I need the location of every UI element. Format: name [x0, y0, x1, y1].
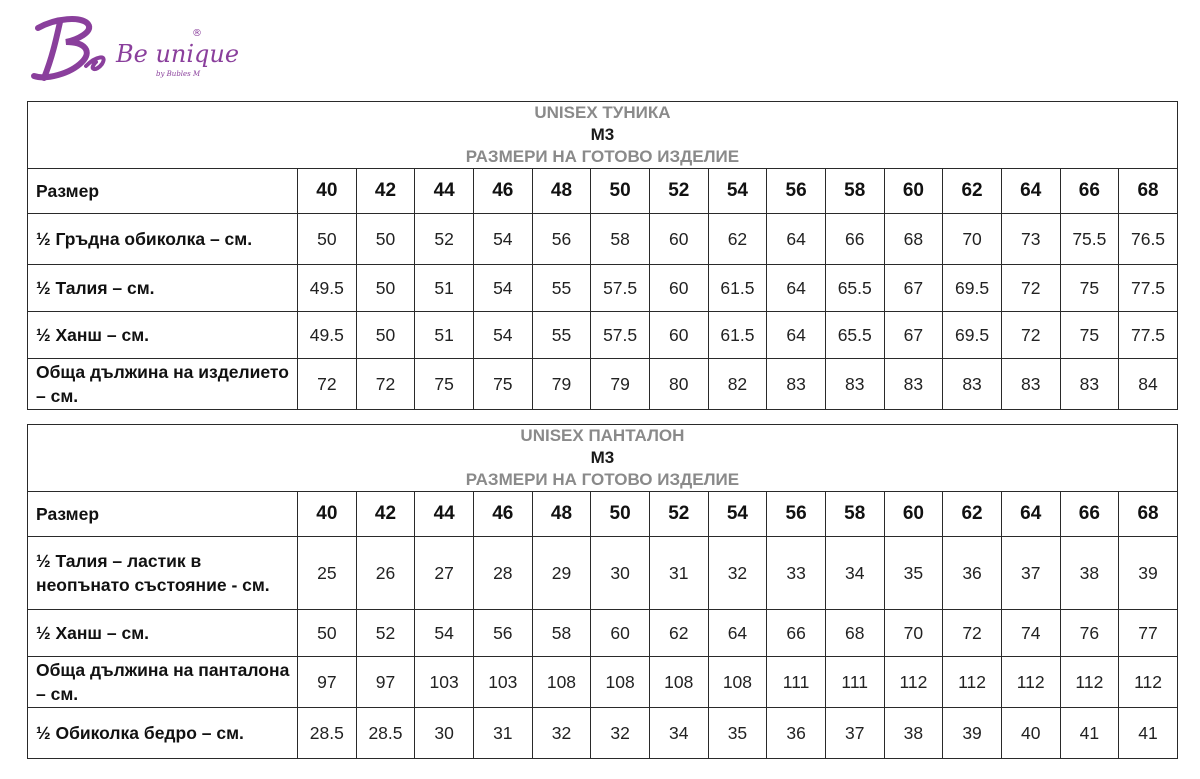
- pants-size-row: [28, 492, 1178, 537]
- size-cell: 52: [649, 492, 708, 537]
- measure-value: 72: [356, 359, 415, 410]
- measure-value: 72: [1001, 312, 1060, 359]
- measure-value: 56: [532, 214, 591, 265]
- table-row: [28, 657, 1178, 708]
- size-cell: 62: [943, 169, 1002, 214]
- size-cell: 40: [298, 169, 357, 214]
- measure-value: 112: [884, 657, 943, 708]
- size-cell: 58: [825, 492, 884, 537]
- measure-value: 39: [1119, 537, 1178, 610]
- measure-value: 75: [415, 359, 474, 410]
- measure-value: 83: [884, 359, 943, 410]
- measure-value: 54: [473, 265, 532, 312]
- measure-value: 34: [649, 708, 708, 759]
- size-cell: 64: [1001, 169, 1060, 214]
- measure-value: 65.5: [825, 312, 884, 359]
- measure-label: ½ Талия – ластик в неопънато състояние - см.: [28, 537, 298, 610]
- measure-value: 56: [473, 610, 532, 657]
- measure-value: 52: [415, 214, 474, 265]
- size-cell: 56: [767, 492, 826, 537]
- measure-value: 64: [767, 312, 826, 359]
- measure-value: 82: [708, 359, 767, 410]
- size-cell: 42: [356, 492, 415, 537]
- measure-value: 62: [649, 610, 708, 657]
- size-cell: 44: [415, 169, 474, 214]
- size-cell: 66: [1060, 169, 1119, 214]
- size-cell: 54: [708, 492, 767, 537]
- tunic-model: M3: [590, 125, 615, 144]
- measure-value: 111: [825, 657, 884, 708]
- size-cell: 68: [1119, 492, 1178, 537]
- measure-value: 65.5: [825, 265, 884, 312]
- size-cell: 60: [884, 169, 943, 214]
- measure-label: ½ Талия – см.: [28, 265, 298, 312]
- table-row: [28, 214, 1178, 265]
- measure-value: 54: [473, 312, 532, 359]
- pants-table-header: [28, 425, 1178, 492]
- size-cell: 56: [767, 169, 826, 214]
- table-row: [28, 610, 1178, 657]
- size-cell: 46: [473, 169, 532, 214]
- size-cell: 54: [708, 169, 767, 214]
- measure-value: 58: [591, 214, 650, 265]
- measure-value: 112: [1060, 657, 1119, 708]
- measure-label: Обща дължина на панталона – см.: [28, 657, 298, 708]
- pants-size-table: [27, 424, 1178, 759]
- measure-value: 72: [298, 359, 357, 410]
- measure-value: 75: [1060, 312, 1119, 359]
- measure-value: 75.5: [1060, 214, 1119, 265]
- measure-value: 108: [532, 657, 591, 708]
- measure-value: 62: [708, 214, 767, 265]
- measure-value: 83: [825, 359, 884, 410]
- measure-value: 83: [767, 359, 826, 410]
- measure-value: 39: [943, 708, 1002, 759]
- measure-value: 29: [532, 537, 591, 610]
- measure-value: 72: [1001, 265, 1060, 312]
- measure-value: 111: [767, 657, 826, 708]
- measure-value: 77.5: [1119, 265, 1178, 312]
- measure-value: 31: [649, 537, 708, 610]
- measure-value: 69.5: [943, 312, 1002, 359]
- measure-value: 50: [298, 214, 357, 265]
- measure-value: 83: [1060, 359, 1119, 410]
- measure-label: Обща дължина на изделието – см.: [28, 359, 298, 410]
- measure-label: ½ Ханш – см.: [28, 312, 298, 359]
- measure-value: 66: [825, 214, 884, 265]
- measure-value: 28.5: [298, 708, 357, 759]
- size-cell: 48: [532, 169, 591, 214]
- measure-value: 37: [1001, 537, 1060, 610]
- measure-value: 41: [1060, 708, 1119, 759]
- measure-value: 112: [943, 657, 1002, 708]
- tunic-size-table: [27, 101, 1178, 410]
- measure-value: 40: [1001, 708, 1060, 759]
- measure-value: 64: [708, 610, 767, 657]
- measure-value: 68: [825, 610, 884, 657]
- measure-value: 36: [943, 537, 1002, 610]
- measure-value: 97: [356, 657, 415, 708]
- measure-value: 38: [884, 708, 943, 759]
- measure-value: 50: [298, 610, 357, 657]
- size-label: Размер: [28, 492, 298, 537]
- measure-value: 73: [1001, 214, 1060, 265]
- measure-value: 55: [532, 312, 591, 359]
- table-row: [28, 265, 1178, 312]
- measure-value: 77.5: [1119, 312, 1178, 359]
- measure-value: 61.5: [708, 265, 767, 312]
- measure-value: 67: [884, 312, 943, 359]
- measure-value: 74: [1001, 610, 1060, 657]
- measure-value: 51: [415, 265, 474, 312]
- measure-value: 60: [649, 214, 708, 265]
- measure-value: 61.5: [708, 312, 767, 359]
- measure-value: 64: [767, 214, 826, 265]
- measure-value: 60: [591, 610, 650, 657]
- measure-value: 54: [415, 610, 474, 657]
- size-label: Размер: [28, 169, 298, 214]
- measure-value: 67: [884, 265, 943, 312]
- measure-value: 108: [649, 657, 708, 708]
- tunic-title: UNISEX ТУНИКА: [534, 103, 671, 122]
- measure-value: 64: [767, 265, 826, 312]
- registered-mark: ®: [192, 28, 202, 39]
- measure-value: 108: [591, 657, 650, 708]
- measure-value: 33: [767, 537, 826, 610]
- size-cell: 46: [473, 492, 532, 537]
- measure-value: 32: [708, 537, 767, 610]
- table-row: [28, 537, 1178, 610]
- measure-value: 32: [591, 708, 650, 759]
- measure-value: 68: [884, 214, 943, 265]
- measure-value: 58: [532, 610, 591, 657]
- measure-value: 26: [356, 537, 415, 610]
- measure-value: 51: [415, 312, 474, 359]
- measure-value: 77: [1119, 610, 1178, 657]
- pants-subtitle: РАЗМЕРИ НА ГОТОВО ИЗДЕЛИЕ: [465, 470, 740, 489]
- brand-logo: [26, 10, 240, 88]
- size-cell: 40: [298, 492, 357, 537]
- measure-value: 66: [767, 610, 826, 657]
- measure-value: 76.5: [1119, 214, 1178, 265]
- size-cell: 50: [591, 492, 650, 537]
- size-cell: 42: [356, 169, 415, 214]
- measure-value: 57.5: [591, 265, 650, 312]
- measure-value: 70: [943, 214, 1002, 265]
- size-cell: 50: [591, 169, 650, 214]
- measure-value: 30: [415, 708, 474, 759]
- size-cell: 44: [415, 492, 474, 537]
- measure-value: 60: [649, 312, 708, 359]
- measure-value: 37: [825, 708, 884, 759]
- measure-value: 52: [356, 610, 415, 657]
- measure-value: 25: [298, 537, 357, 610]
- size-cell: 58: [825, 169, 884, 214]
- measure-value: 35: [708, 708, 767, 759]
- measure-value: 83: [943, 359, 1002, 410]
- logo-subline: by Bubles M: [156, 70, 201, 78]
- measure-value: 54: [473, 214, 532, 265]
- tunic-table-header: [28, 102, 1178, 169]
- table-row: [28, 359, 1178, 410]
- measure-value: 50: [356, 312, 415, 359]
- size-cell: 66: [1060, 492, 1119, 537]
- size-cell: 62: [943, 492, 1002, 537]
- measure-value: 69.5: [943, 265, 1002, 312]
- size-cell: 60: [884, 492, 943, 537]
- measure-value: 55: [532, 265, 591, 312]
- measure-value: 41: [1119, 708, 1178, 759]
- measure-value: 97: [298, 657, 357, 708]
- size-cell: 68: [1119, 169, 1178, 214]
- measure-value: 83: [1001, 359, 1060, 410]
- measure-value: 70: [884, 610, 943, 657]
- size-cell: 52: [649, 169, 708, 214]
- measure-value: 103: [415, 657, 474, 708]
- measure-value: 72: [943, 610, 1002, 657]
- tunic-subtitle: РАЗМЕРИ НА ГОТОВО ИЗДЕЛИЕ: [465, 147, 740, 166]
- measure-value: 75: [1060, 265, 1119, 312]
- measure-value: 108: [708, 657, 767, 708]
- table-row: [28, 312, 1178, 359]
- tunic-size-row: [28, 169, 1178, 214]
- measure-value: 27: [415, 537, 474, 610]
- measure-value: 28.5: [356, 708, 415, 759]
- measure-value: 49.5: [298, 265, 357, 312]
- measure-value: 103: [473, 657, 532, 708]
- measure-value: 34: [825, 537, 884, 610]
- measure-value: 84: [1119, 359, 1178, 410]
- pants-title: UNISEX ПАНТАЛОН: [520, 426, 685, 445]
- measure-value: 80: [649, 359, 708, 410]
- logo-wordmark: Be unique: [116, 40, 240, 68]
- size-cell: 64: [1001, 492, 1060, 537]
- measure-value: 60: [649, 265, 708, 312]
- measure-value: 50: [356, 214, 415, 265]
- measure-value: 38: [1060, 537, 1119, 610]
- measure-value: 30: [591, 537, 650, 610]
- measure-value: 50: [356, 265, 415, 312]
- table-row: [28, 708, 1178, 759]
- measure-value: 76: [1060, 610, 1119, 657]
- measure-value: 36: [767, 708, 826, 759]
- measure-value: 112: [1001, 657, 1060, 708]
- measure-value: 32: [532, 708, 591, 759]
- measure-label: ½ Гръдна обиколка – см.: [28, 214, 298, 265]
- measure-value: 57.5: [591, 312, 650, 359]
- measure-value: 79: [591, 359, 650, 410]
- measure-label: ½ Ханш – см.: [28, 610, 298, 657]
- size-cell: 48: [532, 492, 591, 537]
- measure-value: 31: [473, 708, 532, 759]
- measure-value: 28: [473, 537, 532, 610]
- measure-value: 112: [1119, 657, 1178, 708]
- measure-value: 79: [532, 359, 591, 410]
- measure-value: 49.5: [298, 312, 357, 359]
- measure-value: 75: [473, 359, 532, 410]
- measure-label: ½ Обиколка бедро – см.: [28, 708, 298, 759]
- pants-model: M3: [590, 448, 615, 467]
- measure-value: 35: [884, 537, 943, 610]
